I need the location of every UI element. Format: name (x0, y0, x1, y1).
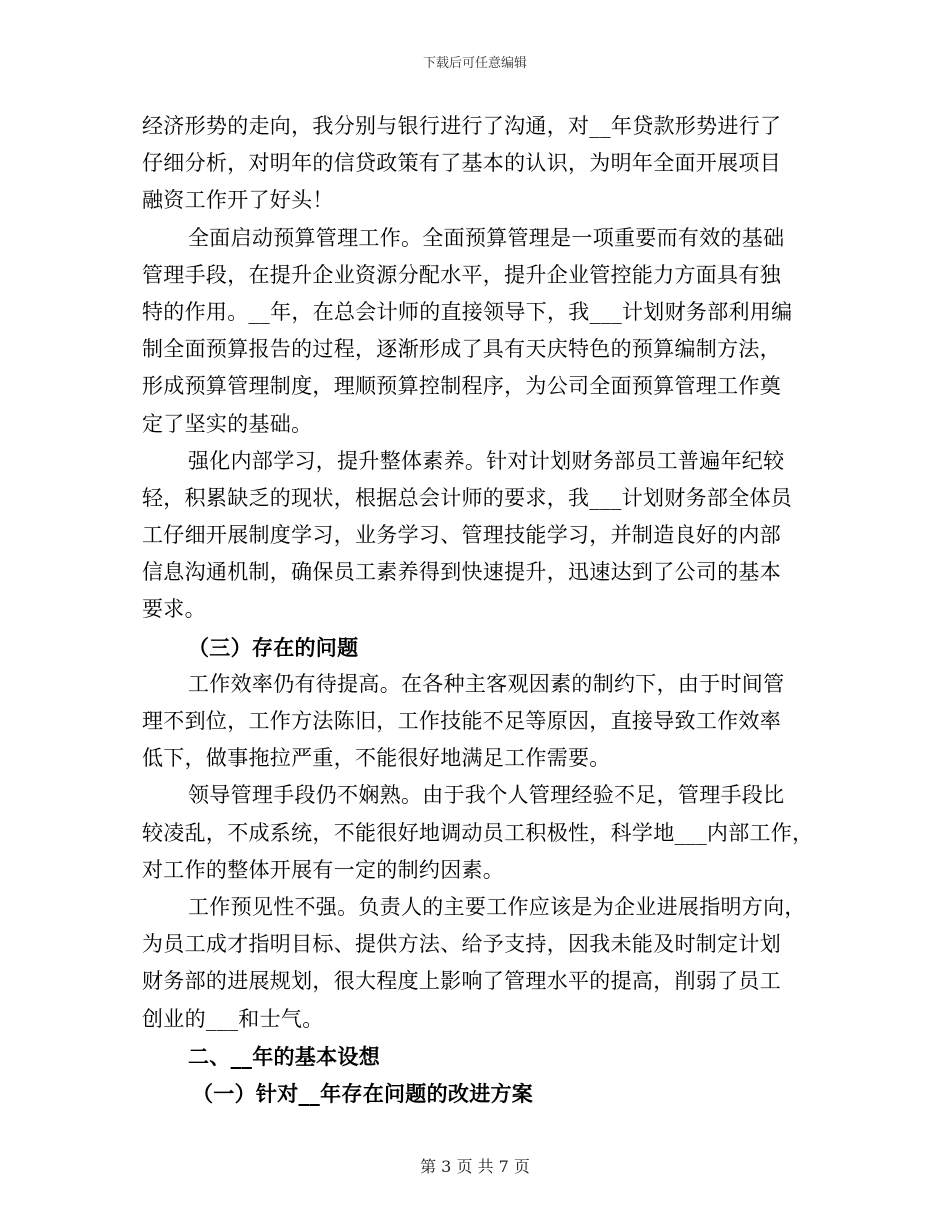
body-line: 形成预算管理制度，理顺预算控制程序，为公司全面预算管理工作奠 (142, 374, 781, 399)
paragraph-start: 强化内部学习，提升整体素养。针对计划财务部员工普遍年纪较 (188, 448, 785, 473)
body-line: 对工作的整体开展有一定的制约因素。 (142, 857, 505, 882)
body-line: 定了坚实的基础。 (142, 411, 313, 436)
body-line: 特的作用。__年，在总会计师的直接领导下，我___计划财务部利用编 (142, 299, 793, 324)
body-line: 财务部的进展规划，很大程度上影响了管理水平的提高，削弱了员工 (142, 969, 781, 994)
body-line: 较凌乱，不成系统，不能很好地调动员工积极性，科学地___内部工作， (142, 820, 814, 845)
document-body (142, 108, 812, 1112)
body-line: 轻，积累缺乏的现状，根据总会计师的要求，我___计划财务部全体员 (142, 485, 793, 510)
page-header: 下载后可任意编辑 (422, 56, 527, 71)
body-line: 为员工成才指明目标、提供方法、给予支持，因我未能及时制定计划 (142, 932, 781, 957)
page-footer: 第 3 页 共 7 页 (420, 1157, 530, 1176)
paragraph-start: 工作效率仍有待提高。在各种主客观因素的制约下，由于时间管 (188, 671, 785, 696)
body-line: 经济形势的走向，我分别与银行进行了沟通，对__年贷款形势进行了 (142, 114, 782, 138)
section-heading: 二、__年的基本设想 (188, 1043, 380, 1069)
body-line: 理不到位，工作方法陈旧，工作技能不足等原因，直接导致工作效率 (142, 709, 781, 733)
body-line: 管理手段，在提升企业资源分配水平，提升企业管控能力方面具有独 (142, 262, 781, 287)
body-line: 低下，做事拖拉严重，不能很好地满足工作需要。 (142, 746, 611, 771)
body-line: 信息沟通机制，确保员工素养得到快速提升，迅速达到了公司的基本 (142, 560, 781, 585)
body-line: 创业的___和士气。 (142, 1006, 324, 1031)
body-line: 仔细分析，对明年的信贷政策有了基本的认识，为明年全面开展项目 (142, 151, 781, 176)
paragraph-start: 全面启动预算管理工作。全面预算管理是一项重要而有效的基础 (188, 225, 785, 250)
section-heading: （三）存在的问题 (188, 634, 359, 660)
body-line: 制全面预算报告的过程，逐渐形成了具有天庆特色的预算编制方法， (142, 337, 781, 362)
body-line: 工仔细开展制度学习，业务学习、管理技能学习，并制造良好的内部 (142, 523, 781, 548)
paragraph-start: 领导管理手段仍不娴熟。由于我个人管理经验不足，管理手段比 (188, 783, 785, 808)
body-line: 要求。 (142, 597, 206, 622)
body-line: 融资工作开了好头！ (142, 188, 334, 213)
paragraph-start: 工作预见性不强。负责人的主要工作应该是为企业进展指明方向， (188, 894, 806, 919)
subsection-heading: （一）针对__年存在问题的改进方案 (192, 1080, 534, 1106)
